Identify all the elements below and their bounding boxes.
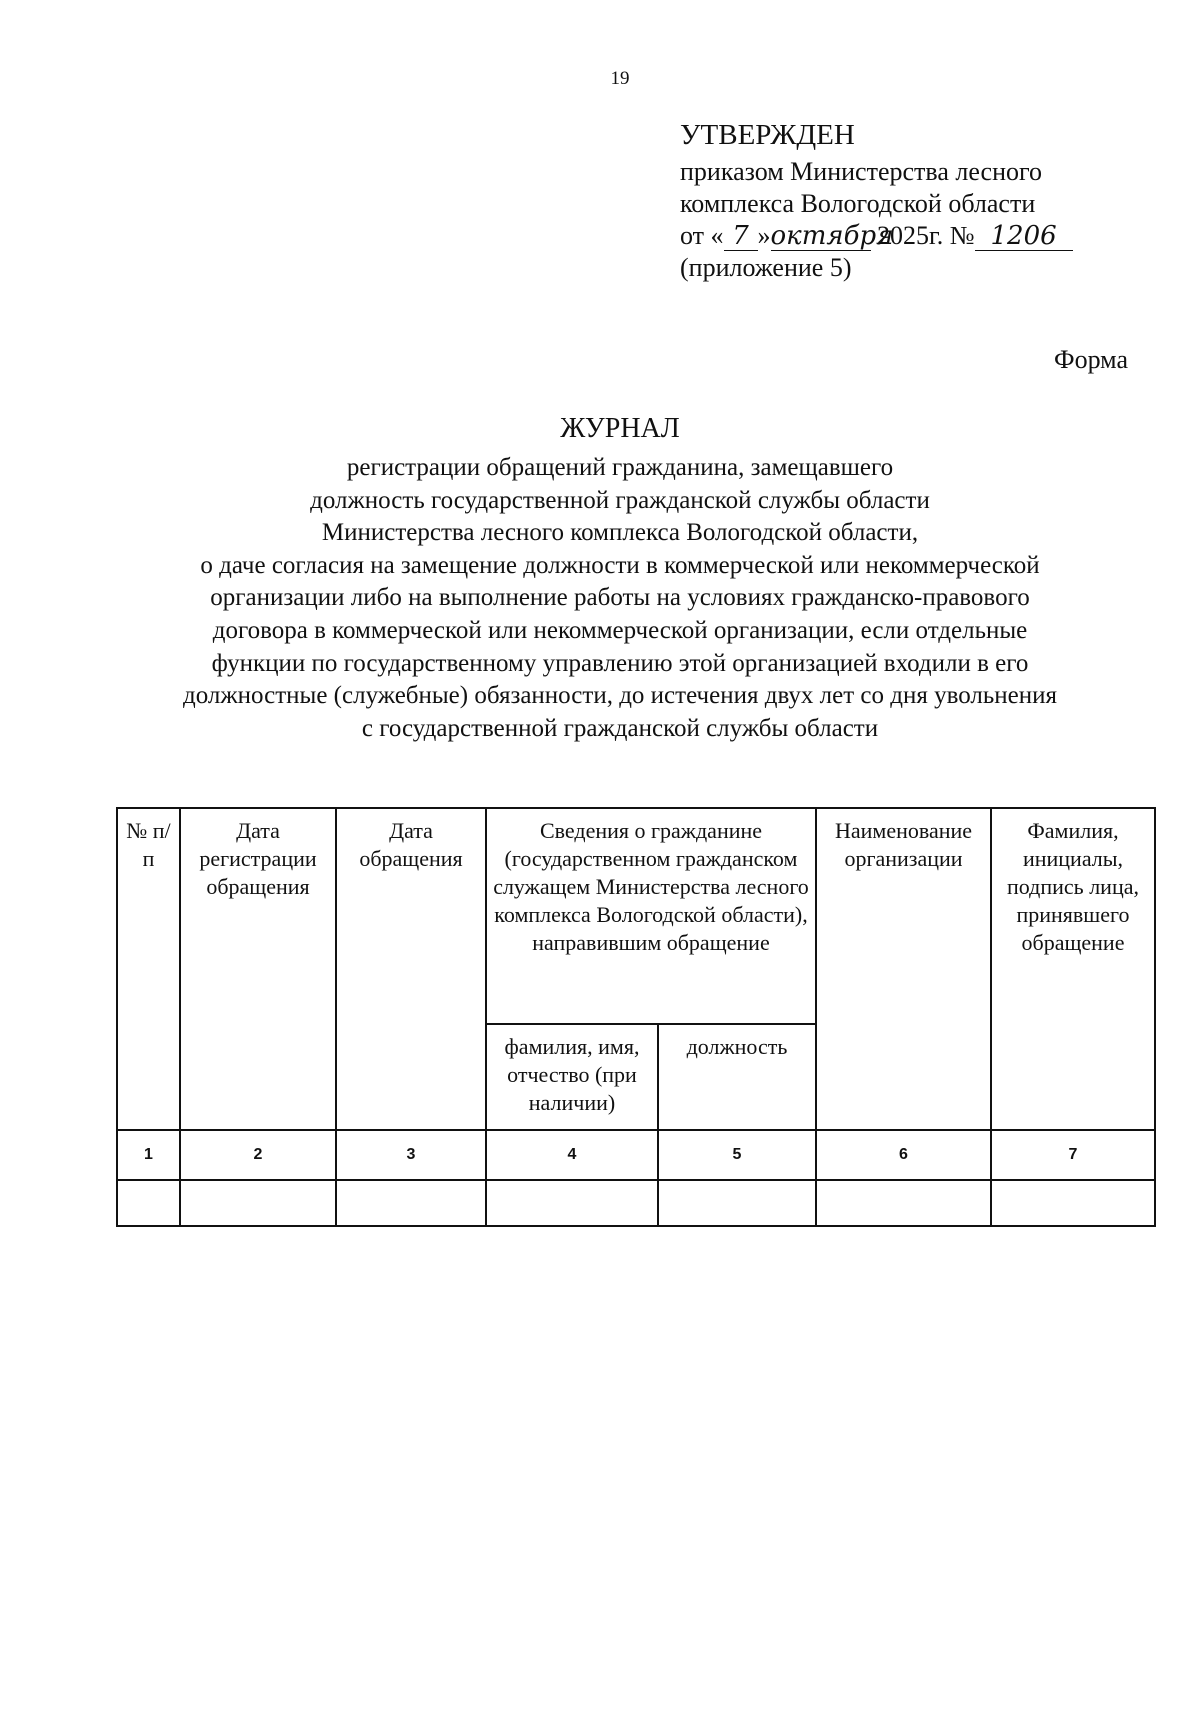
approval-line-1: приказом Министерства лесного [680,157,1042,186]
header-receiver: Фамилия, инициалы, подпись лица, принявшего обращение [991,808,1155,1130]
date-prefix: от « [680,221,724,250]
column-number: 3 [336,1130,486,1180]
header-registration-date: Дата регистрации обращения [180,808,336,1130]
subtitle-line: организации либо на выполнение работы на условиях гражданско-правового [210,584,1030,612]
column-number: 6 [816,1130,991,1180]
document-title: ЖУРНАЛ [560,413,680,444]
date-year: 2025г. № [877,221,975,250]
header-position: должность [658,1024,816,1130]
journal-table [116,807,1156,1227]
table-cell [180,1180,336,1226]
table-row [117,1180,1155,1226]
subtitle-line: о даче согласия на замещение должности в коммерческой или некоммерческой [200,551,1040,579]
handwritten-month: октября [770,221,894,251]
date-mid: » [757,221,771,250]
handwritten-day: 7 [724,222,758,251]
column-number: 2 [180,1130,336,1180]
column-number: 7 [991,1130,1155,1180]
subtitle-line: функции по государственному управлению этой организацией входили в его [211,649,1029,677]
column-number: 1 [117,1130,180,1180]
table-cell [117,1180,180,1226]
header-number: № п/п [117,808,180,1130]
table-cell [336,1180,486,1226]
handwritten-order-number: 1206 [975,222,1073,251]
page-number: 19 [610,68,630,89]
table-cell [816,1180,991,1226]
header-organization-name: Наименование организации [816,808,991,1130]
column-number: 4 [486,1130,658,1180]
header-citizen-info: Сведения о гражданине (государственном гражданском служащем Министерства лесного комплекса Вологодской области), направившим обращение [486,808,816,1024]
form-label: Форма [1054,345,1128,374]
header-full-name: фамилия, имя, отчество (при наличии) [486,1024,658,1130]
table-cell [658,1180,816,1226]
document-subtitle [100,452,1140,745]
subtitle-line: регистрации обращений гражданина, замещавшего [346,454,894,481]
approval-date-line [680,220,1140,252]
subtitle-line: договора в коммерческой или некоммерческой организации, если отдельные [212,616,1028,644]
approval-line-2: комплекса Вологодской области [680,189,1036,218]
column-number: 5 [658,1130,816,1180]
table-cell [991,1180,1155,1226]
subtitle-line: должностные (служебные) обязанности, до истечения двух лет со дня увольнения [183,682,1057,710]
column-number-row [117,1130,1155,1180]
subtitle-line: с государственной гражданской службы области [361,714,879,742]
approval-block [680,116,1140,284]
header-row-top [117,808,1155,1024]
subtitle-line: Министерства лесного комплекса Вологодской области, [321,519,919,547]
subtitle-line: должность государственной гражданской службы области [310,486,930,514]
header-appeal-date: Дата обращения [336,808,486,1130]
table-cell [486,1180,658,1226]
approval-appendix: (приложение 5) [680,253,852,282]
approval-stamp: УТВЕРЖДЕН [680,119,855,151]
